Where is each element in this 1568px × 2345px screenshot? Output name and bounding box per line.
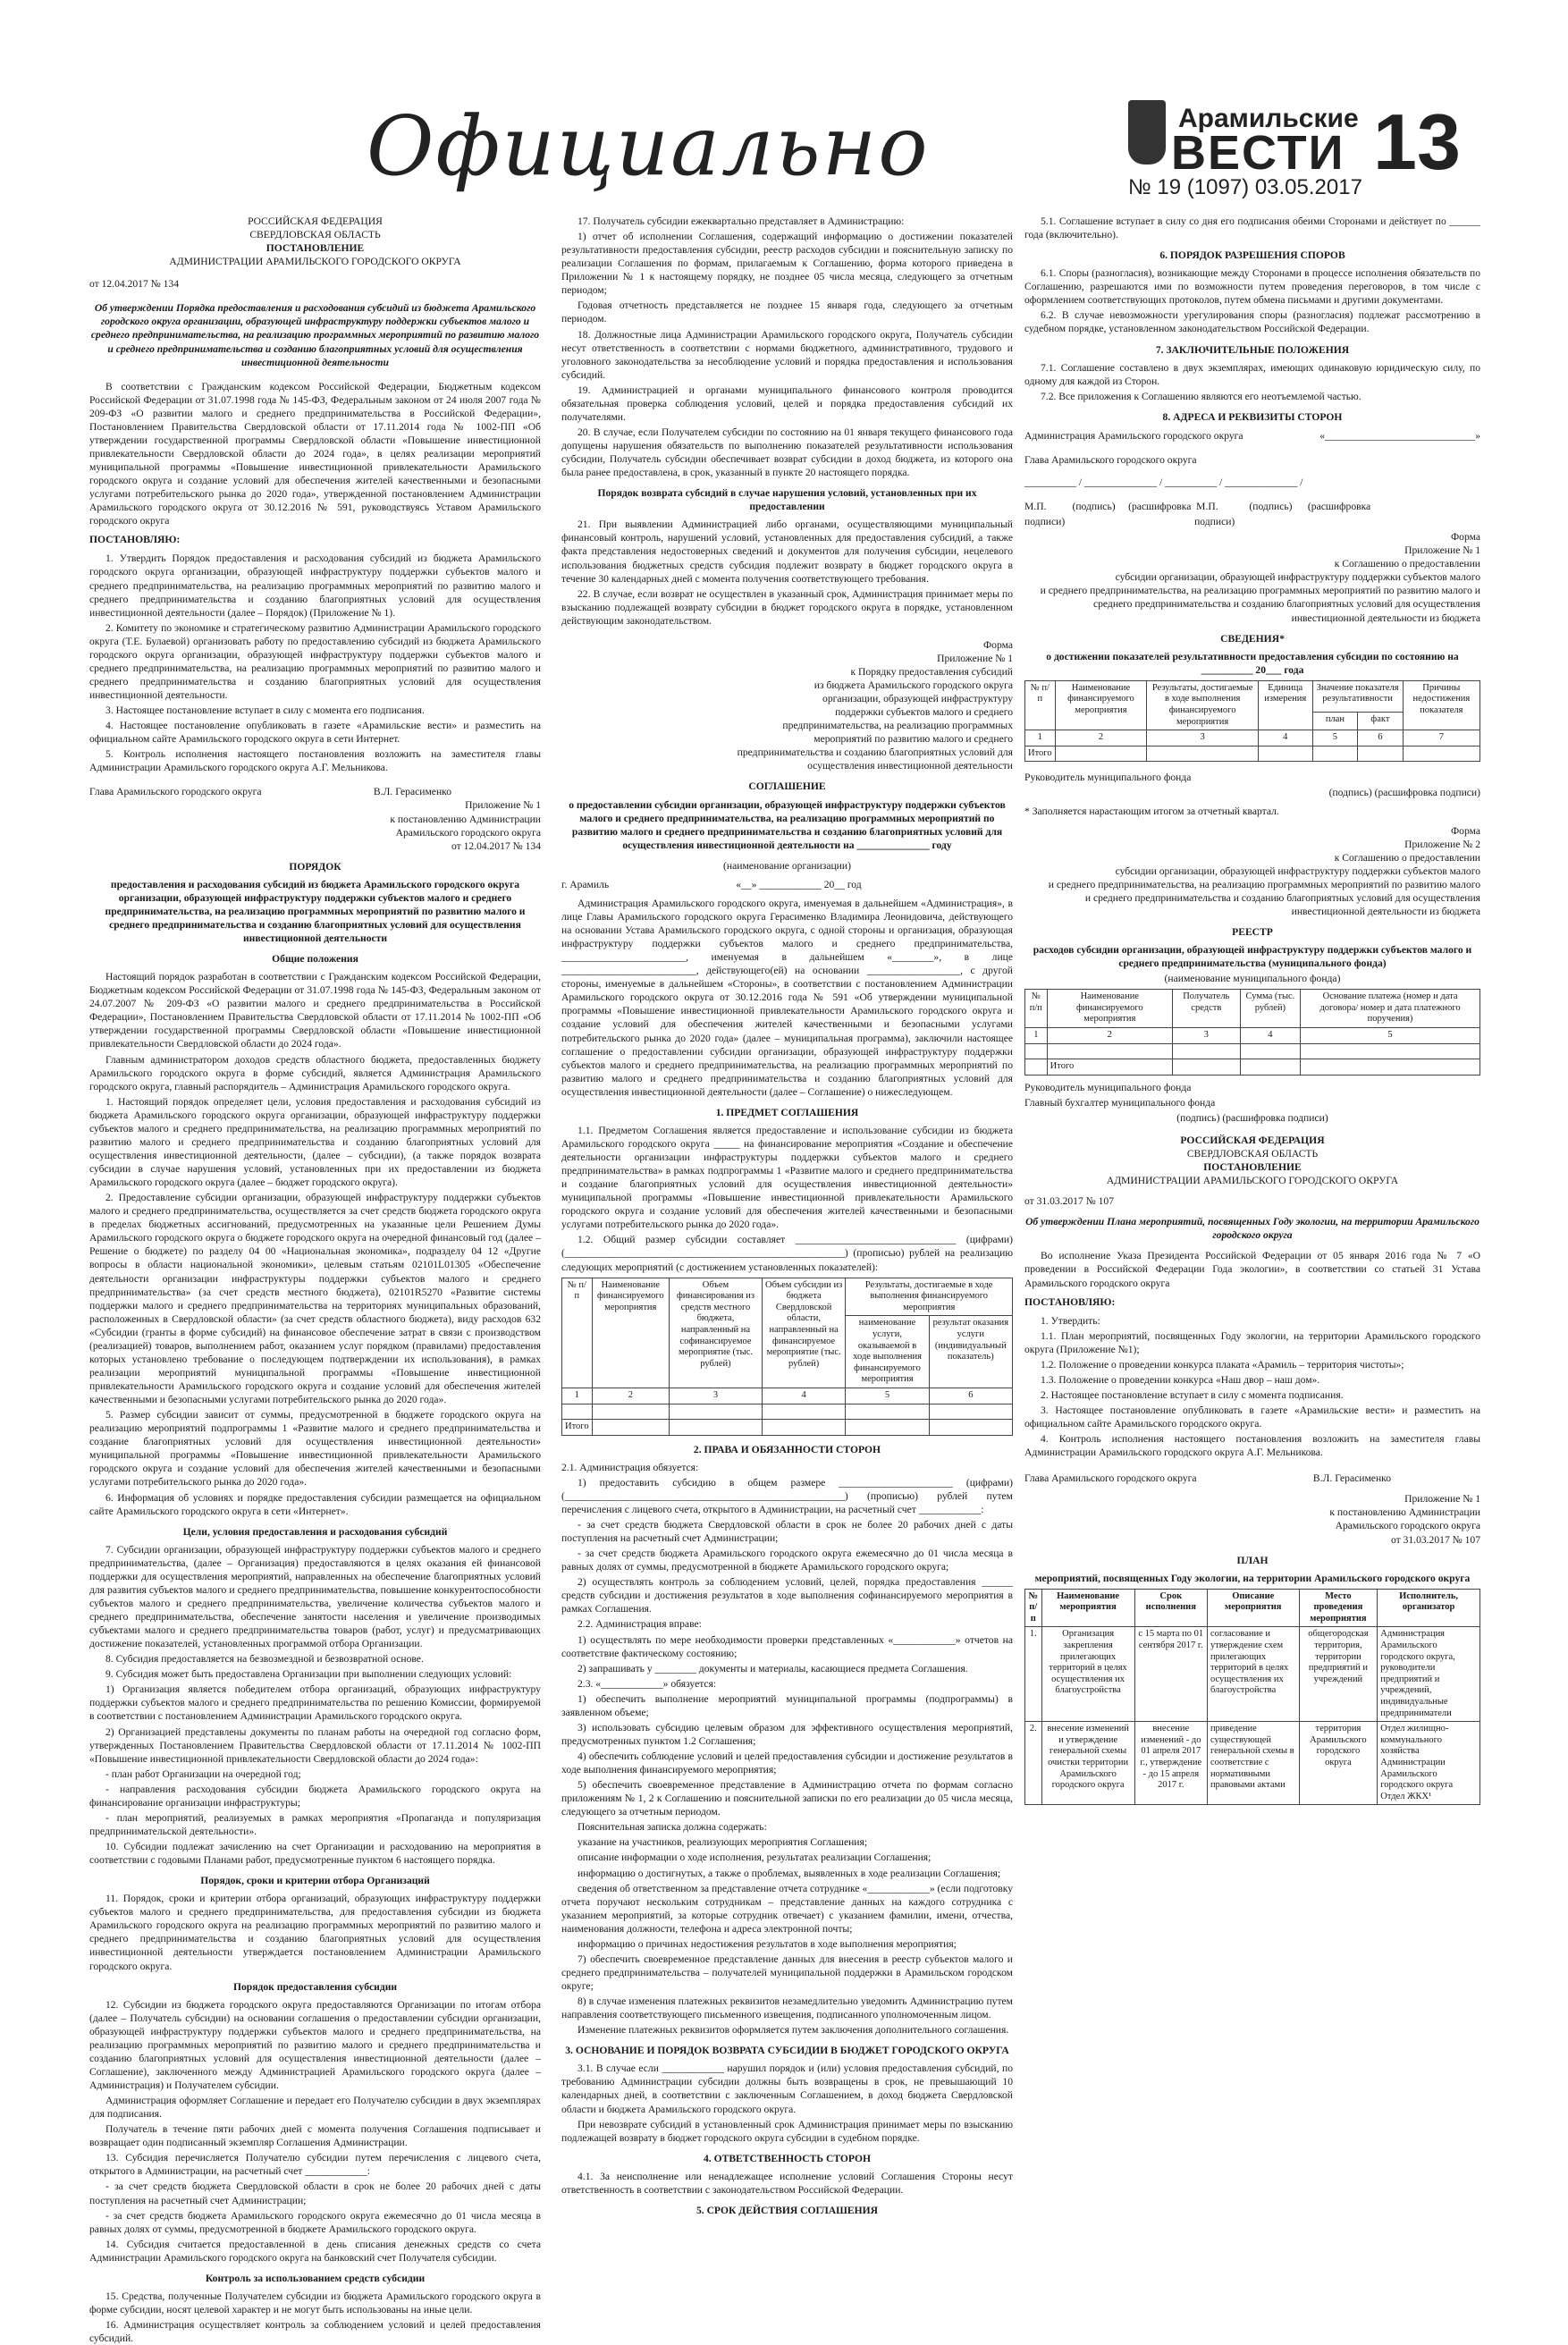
results-table: № п/п Наименование финансируемого мероприятия Результаты, достигаемые в ходе выполнения финансируемого мероприятия Единица измерения Значение показателя результативности Причины недостижения показателя план факт 1 2 3 4 5 6 7 Итого bbox=[1024, 680, 1480, 763]
paragraph: Годовая отчетность представляется не позднее 15 января года, следующего за отчетным периодом. bbox=[561, 299, 1013, 325]
paragraph: - за счет средств бюджета Арамильского городского округа ежемесячно до 01 числа месяца в равных долях от суммы, предусмотренной в бюджете Арамильского городского округа. bbox=[89, 2209, 541, 2235]
section-heading: 8. АДРЕСА И РЕКВИЗИТЫ СТОРОН bbox=[1162, 410, 1343, 423]
paragraph: 4) обеспечить соблюдение условий и целей предоставления субсидии и достижение результатов в ходе выполнения финансируемого мероприятия; bbox=[561, 1750, 1013, 1776]
section-heading: Порядок, сроки и критерии отбора Организаций bbox=[200, 1875, 430, 1887]
section-heading: Порядок возврата субсидий в случае нарушения условий, установленных при их предоставлении bbox=[597, 487, 977, 513]
section-heading: 6. ПОРЯДОК РАЗРЕШЕНИЯ СПОРОВ bbox=[1159, 249, 1345, 262]
column-1 bbox=[89, 215, 541, 2345]
paragraph: 11. Порядок, сроки и критерии отбора организаций, образующих инфраструктуру поддержки субъектов малого и среднего предпринимательства, для предоставления субсидии из бюджета Арамильского городского округа на реализацию программных мероприятий по развитию малого и среднего предпринимательства и созданию благоприятных условий для осуществления инвестиционной деятельности утверждается постановлением Администрации Арамильского городского округа. bbox=[89, 1893, 541, 1972]
chief-accountant: Главный бухгалтер муниципального фонда bbox=[1024, 1096, 1216, 1109]
logo-top-text: Арамильские bbox=[1178, 104, 1359, 133]
paragraph: 5. Размер субсидии зависит от суммы, предусмотренной в бюджете городского округа на реализацию мероприятий подпрограммы 1 «Развитие малого и среднего предпринимательства и создание благоприятных условий для осуществления инвестиционной деятельности» муниципальной программы «Повышение инвестиционной привлекательности Арамильского городского округа и создание условий для обеспечения жителей качественными и безопасными услугами потребительского рынка до 2020 года». bbox=[89, 1409, 541, 1489]
paragraph: 15. Средства, полученные Получателем субсидии из бюджета Арамильского городского округа в форме субсидии, носят целевой характер и не могут быть использованы на иные цели. bbox=[89, 2290, 541, 2315]
section-heading: 1. ПРЕДМЕТ СОГЛАШЕНИЯ bbox=[715, 1106, 859, 1118]
paragraph: 1.2. Общий размер субсидии составляет _______________________________ (цифрами) (______________________________________________________) (прописью) рублей на реализацию следующих мероприятий (с достижением установленных показателей): bbox=[561, 1234, 1013, 1273]
coat-of-arms-icon bbox=[1128, 100, 1166, 164]
list-item: 2. Комитету по экономике и стратегическому развитию Администрации Арамильского городского округа (Т.Е. Булаевой) организовать работу по предоставлению субсидий из бюджета Арамильского городского округа организации, образующей инфраструктуру поддержки субъектов малого и среднего предпринимательства, на реализацию программных мероприятий по развитию малого и среднего предпринимательства и созданию благоприятных условий для осуществления инвестиционной деятельности. bbox=[89, 621, 541, 701]
paragraph: 1.1. Предметом Соглашения является предоставление и использование субсидии из бюджета Арамильского городского округа _____ на финансирование мероприятия «Создание и обеспечение деятельности организации инфраструктуры поддержки субъектов малого и среднего предпринимательства» в рамках подпрограммы 1 «Развитие малого и среднего предпринимательства и создание благоприятных условий для осуществления инвестиционной деятельности» муниципальной программы «Повышение инвестиционной привлекательности Арамильского городского округа и создание условий для обеспечения жителей качественными и безопасными услугами потребительского рынка до 2020 года». bbox=[561, 1124, 1013, 1231]
resolution-title: Об утверждении Плана мероприятий, посвященных Году экологии, на территории Арамильского городского округа bbox=[1025, 1216, 1479, 1242]
resolution-date: от 31.03.2017 № 107 bbox=[1024, 1195, 1115, 1208]
paragraph: 1) Организация является победителем отбора организаций, образующих инфраструктуру поддержки субъектов малого и среднего предпринимательства по решению Комиссии, формируемой в соответствии с постановлением Администрации Арамильского городского округа. bbox=[89, 1683, 541, 1723]
place-date: г. Арамиль «__» ____________ 20__ год bbox=[561, 878, 862, 890]
paragraph: 3.1. В случае если ____________ нарушил порядок и (или) условия предоставления субсидий, по требованию Администрации субсидии должны быть возвращены в срок, не превышающий 10 календарных дней, в соответствии с заключенным Соглашением, в доход бюджета Свердловской области и бюджета Арамильского городского округа. bbox=[561, 2062, 1013, 2115]
paragraph: - план работ Организации на очередной год; bbox=[105, 1767, 301, 1780]
section-heading: Порядок предоставления субсидии bbox=[232, 1980, 398, 1993]
paragraph: информацию о причинах недостижения результатов в ходе выполнения мероприятия; bbox=[577, 1937, 957, 1950]
paragraph: При невозврате субсидий в установленный срок Администрация принимает меры по взысканию подлежащей возврату в бюджет городского округа субсидии в судебном порядке. bbox=[561, 2118, 1013, 2144]
section-heading: Цели, условия предоставления и расходования субсидий bbox=[182, 1525, 448, 1538]
logo-bottom-text: ВЕСТИ bbox=[1171, 126, 1345, 180]
paragraph: 2. Предоставление субсидии организации, образующей инфраструктуру поддержки субъектов малого и среднего предпринимательства, осуществляется за счет средств бюджета городского округа в пределах бюджетных ассигнований, предусмотренных на указанные цели Решением Думы Арамильского городского округа о бюджете городского округа на очередной финансовый год (далее – Решение о бюджете) по разделу 04 00 «Национальная экономика», подразделу 04 12 «Другие вопросы в области национальной экономики», целевым статьям 02101L01305 «Обеспечение деятельности организации инфраструктуры поддержки субъектов малого и среднего предпринимательства» (за счет средств местного бюджета), 02101R5270 «Развитие системы поддержки малого и среднего предпринимательства на территориях муниципальных образований, расположенных в Свердловской области» (за счет средств областного бюджета), виду расходов 632 «Субсидии (гранты в форме субсидий) на финансовое обеспечение затрат в связи с производством (реализацией) товаров, выполнением работ, оказанием услуг порядком (правилами) предоставления которых установлено требование о последующем подтверждении их использования), в рамках реализации мероприятий муниципальной программы «Повышение инвестиционной привлекательности Арамильского городского округа и создание условий для обеспечения жителей качественными и безопасными услугами потребительского рынка до 2020 года». bbox=[89, 1192, 541, 1406]
issue-number: № 19 (1097) 03.05.2017 bbox=[1128, 175, 1362, 199]
list-item: 1.3. Положение о проведении конкурса «Наш двор – наш дом». bbox=[1041, 1373, 1320, 1386]
list-item: 3. Настоящее постановление опубликовать в газете «Арамильские вести» и разместить на официальном сайте Арамильского городского округа. bbox=[1024, 1404, 1480, 1430]
paragraph: Главным администратором доходов средств областного бюджета, предоставленных бюджету Арамильского городского округа в форме субсидий, является Администрация Арамильского городского округа, главный распорядитель – Администрация Арамильского городского округа. bbox=[89, 1053, 541, 1092]
parties: Администрация Арамильского городского округа «_____________________________» bbox=[1024, 429, 1480, 442]
paragraph: 1) осуществлять по мере необходимости проверки представленных «____________» отчетов на соответствие фактическому состоянию; bbox=[561, 1633, 1013, 1659]
plan-title: ПЛАН bbox=[1236, 1554, 1269, 1566]
resolution-date: от 12.04.2017 № 134 bbox=[89, 278, 180, 291]
paragraph: 8) в случае изменения платежных реквизитов незамедлительно уведомить Администрацию путем направления соответствующего письменного извещения, подписанного уполномоченным лицом. bbox=[561, 1995, 1013, 2021]
column-2 bbox=[561, 215, 1013, 2216]
paragraph: 10. Субсидии подлежат зачислению на счет Организации и расходованию на мероприятия в соответствии с годовыми Планами работ, предусмотренные пунктом 6 настоящего порядка. bbox=[89, 1841, 541, 1867]
paragraph: сведения об ответственном за представление отчета сотруднике «____________» (если подготовку отчета поручают нескольким сотрудникам – представление данных на каждого сотрудника с указанием мероприятий, за которые сотрудник отвечает) с указанием фамилии, имени, отчества, наименования должности, телефона и адреса электронной почты; bbox=[561, 1882, 1013, 1935]
paragraph: 22. В случае, если возврат не осуществлен в указанный срок, Администрация принимает меры по взысканию подлежащей возврату субсидии в бюджет городского округа в порядке, установленном действующим законодательством. bbox=[561, 587, 1013, 627]
form-header: Форма Приложение № 2 к Соглашению о предоставлении субсидии организации, образующей инфраструктуру поддержки субъектов малого и среднего предпринимательства, на реализацию программных мероприятий по развитию малого и среднего предпринимательства и созданию благоприятных условий для осуществления инвестиционной деятельности из бюджета bbox=[1048, 824, 1480, 917]
list-item: 4. Настоящее постановление опубликовать в газете «Арамильские вести» и разместить на официальном сайте Арамильского городского округа в сети Интернет. bbox=[89, 720, 541, 746]
plan-table: № п/п Наименование мероприятия Срок исполнения Описание мероприятия Место проведения мероприятия Исполнитель, организатор 1. Организация закрепления прилегающих территорий в целях осуществления их благоустройства с 15 марта по 01 сентября 2017 г. согласование и утверждение схем прилегающих территорий в целях осуществления их благоустройства общегородская территория, территории предприятий и учреждений Администрация Арамильского городского округа, руководители предприятий и учреждений, индивидуальные предприниматели 2. внесение изменений и утверждение генеральной схемы очистки территории Арамильского городского округа внесение изменений - до 01 апреля 2017 г., утверждение - до 15 апреля 2017 г. приведение существующей генеральной схемы в соответствие с нормативными правовыми актами территория Арамильского городского округа Отдел жилищно-коммунального хозяйства Администрации Арамильского городского округа Отдел ЖКХ¹ bbox=[1024, 1589, 1480, 1806]
paragraph: 7. Субсидии организации, образующей инфраструктуру поддержки субъектов малого и среднего предпринимательства, (далее – Организация) предоставляются в целях оказания ей финансовой поддержки для осуществления мероприятий, направленных на обеспечение благоприятных условий для развития субъектов малого и среднего предпринимательства, повышение конкурентоспособности субъектов малого и среднего предпринимательства, увеличение количества субъектов малого и среднего предпринимательства, обеспечение занятости населения и увеличение производимых субъектами малого и среднего предпринимательства товаров (работ, услуг) и предусматривающих достижение показателей, установленных программой отбора Организации. bbox=[89, 1543, 541, 1650]
order-title: ПОРЯДОК bbox=[289, 860, 341, 873]
paragraph: - за счет средств бюджета Арамильского городского округа ежемесячно до 01 числа месяца в равных долях от суммы, предусмотренной в бюджете Арамильского городского округа; bbox=[561, 1548, 1013, 1573]
table-row: 2. внесение изменений и утверждение генеральной схемы очистки территории Арамильского городского округа внесение изменений - до 01 апреля 2017 г., утверждение - до 15 апреля 2017 г. приведение существующей генеральной схемы в соответствие с нормативными правовыми актами территория Арамильского городского округа Отдел жилищно-коммунального хозяйства Администрации Арамильского городского округа Отдел ЖКХ¹ bbox=[1025, 1722, 1480, 1805]
signature: Глава Арамильского городского округа В.Л. Герасименко bbox=[1024, 1472, 1391, 1485]
funding-table: № п/п Наименование финансируемого мероприятия Объем финансирования из средств местного бюджета, направленный на софинансируемое мероприятие (тыс. рублей) Объем субсидии из бюджета Свердловской области, направленный на финансируемое мероприятие (тыс. рублей) Результаты, достигаемые в ходе выполнения финансируемого мероприятия наименование услуги, оказываемой в ходе выполнения финансируемого мероприятия результат оказания услуги (индивидуальный показатель) 1 2 3 4 5 6 Итого bbox=[561, 1278, 1013, 1436]
section-heading: Общие положения bbox=[272, 953, 358, 966]
form-header: Форма Приложение № 1 к Порядку предоставления субсидий из бюджета Арамильского городского округа организации, образующей инфраструктуру поддержки субъектов малого и среднего предпринимательства, на реализацию программных мероприятий по развитию малого и среднего предпринимательства и созданию благоприятных условий для осуществления инвестиционной деятельности bbox=[737, 638, 1013, 772]
list-item: 5. Контроль исполнения настоящего постановления возложить на заместителя главы Администрации Арамильского городского округа А.Г. Мельникова. bbox=[89, 748, 541, 774]
section-title: Официально bbox=[367, 98, 930, 194]
resolution-header: РОССИЙСКАЯ ФЕДЕРАЦИЯ СВЕРДЛОВСКАЯ ОБЛАСТЬ ПОСТАНОВЛЕНИЕ АДМИНИСТРАЦИИ АРАМИЛЬСКОГО ГОРОДСКОГО ОКРУГА bbox=[169, 215, 461, 268]
paragraph: 6.2. В случае невозможности урегулирования споры (разногласия) подлежат рассмотрению в судебном порядке, установленном законодательством Российской Федерации. bbox=[1024, 309, 1480, 335]
table-row: 1. Организация закрепления прилегающих территорий в целях осуществления их благоустройства с 15 марта по 01 сентября 2017 г. согласование и утверждение схем прилегающих территорий в целях осуществления их благоустройства общегородская территория, территории предприятий и учреждений Администрация Арамильского городского округа, руководители предприятий и учреждений, индивидуальные предприниматели bbox=[1025, 1627, 1480, 1722]
page-number: 13 bbox=[1373, 97, 1461, 186]
list-item: 3. Настоящее постановление вступает в силу с момента его подписания. bbox=[105, 704, 425, 717]
list-item: 1.1. План мероприятий, посвященных Году экологии, на территории Арамильского городского округа (Приложение №1); bbox=[1024, 1329, 1480, 1355]
fund-head: Руководитель муниципального фонда bbox=[1024, 772, 1192, 784]
list-item: 1. Утвердить Порядок предоставления и расходования субсидий из бюджета Арамильского городского округа организации, образующей инфраструктуру поддержки субъектов малого и среднего предпринимательства, на реализацию программных мероприятий по развитию малого и среднего предпринимательства и созданию благоприятных условий для осуществления инвестиционной деятельности (далее – Порядок) (Приложение № 1). bbox=[89, 553, 541, 619]
paragraph: Настоящий порядок разработан в соответствии с Гражданским кодексом Российской Федерации, Бюджетным кодексом Российской Федерации от 31.07.1998 года № 145-ФЗ, Федеральным законом от 24.07.2007 № 209-ФЗ «О развитии малого и среднего предпринимательства в Российской Федерации», Постановлением Правительства Свердловской области от 17.11.2014 № 1002-ПП «Об утверждении государственной программы Свердловской области «Повышение инвестиционной привлекательности Свердловской области до 2024 года». bbox=[89, 971, 541, 1050]
section-heading: 5. СРОК ДЕЙСТВИЯ СОГЛАШЕНИЯ bbox=[695, 2204, 879, 2216]
paragraph: - за счет средств бюджета Свердловской области в срок не более 20 рабочих дней с даты поступления на расчетный счет Администрации; bbox=[561, 1519, 1013, 1545]
paragraph: 19. Администрацией и органами муниципального финансового контроля проводится обязательная проверка соблюдения условий, целей и порядка предоставления субсидий их получателями. bbox=[561, 384, 1013, 423]
form-header: Форма Приложение № 1 к Соглашению о предоставлении субсидии организации, образующей инфраструктуру поддержки субъектов малого и среднего предпринимательства, на реализацию программных мероприятий по развитию малого и среднего предпринимательства и созданию благоприятных условий для осуществления инвестиционной деятельности из бюджета bbox=[1040, 531, 1480, 624]
resolution-header: РОССИЙСКАЯ ФЕДЕРАЦИЯ СВЕРДЛОВСКАЯ ОБЛАСТЬ ПОСТАНОВЛЕНИЕ АДМИНИСТРАЦИИ АРАМИЛЬСКОГО ГОРОДСКОГО ОКРУГА bbox=[1106, 1134, 1399, 1187]
fund-head: Руководитель муниципального фонда bbox=[1024, 1081, 1192, 1093]
registry-subtitle: расходов субсидии организации, образующей инфраструктуру поддержки субъектов малого и среднего предпринимательства (муниципального фонда) bbox=[1033, 944, 1472, 970]
paragraph: 1) обеспечить выполнение мероприятий муниципальной программы (подпрограммы) в заявленном объеме; bbox=[561, 1692, 1013, 1718]
signature-hint: (подпись) (расшифровка подписи) bbox=[1176, 1111, 1328, 1124]
svedeniya-subtitle: о достижении показателей результативности предоставления субсидии по состоянию на __________ 20___ года bbox=[1046, 650, 1459, 676]
paragraph: 3) использовать субсидию целевым образом для эффективного осуществления мероприятий, предусмотренных пунктом 1.2 Соглашения; bbox=[561, 1721, 1013, 1747]
signature-hint: (подпись) (расшифровка подписи) bbox=[1328, 787, 1480, 799]
paragraph: Администрация оформляет Соглашение и передает его Получателю субсидии в двух экземплярах для подписания. bbox=[89, 2095, 541, 2121]
preamble: Во исполнение Указа Президента Российской Федерации от 05 января 2016 года № 7 «О проведении в Российской Федерации Года экологии», в соответствии со статьей 31 Устава Арамильского городского округа bbox=[1024, 1250, 1480, 1289]
signature: Глава Арамильского городского округа В.Л. Герасименко bbox=[89, 786, 451, 798]
list-item: 1.2. Положение о проведении конкурса плаката «Арамиль – территория чистоты»; bbox=[1041, 1358, 1404, 1371]
registry-title: РЕЕСТР bbox=[1232, 925, 1273, 938]
resolve-heading: ПОСТАНОВЛЯЮ: bbox=[1024, 1295, 1116, 1308]
paragraph: - план мероприятий, реализуемых в рамках мероприятия «Пропаганда и популяризация предпринимательской деятельности». bbox=[89, 1811, 541, 1837]
paragraph: 17. Получатель субсидии ежеквартально представляет в Администрацию: bbox=[577, 215, 905, 227]
paragraph: 13. Субсидия перечисляется Получателю субсидии путем перечисления с лицевого счета, открытого в Администрации, на расчетный счет ____________: bbox=[89, 2152, 541, 2178]
registry-hint: (наименование муниципального фонда) bbox=[1164, 973, 1341, 985]
footnote: * Заполняется нарастающим итогом за отчетный квартал. bbox=[1024, 806, 1279, 818]
paragraph: 7) обеспечить своевременное представление данных для внесения в реестр субъектов малого и среднего предпринимательства – получателей муниципальной поддержки в Арамильском городском округе; bbox=[561, 1953, 1013, 1992]
paragraph: 2.1. Администрация обязуется: bbox=[561, 1461, 699, 1473]
list-item: 4. Контроль исполнения настоящего постановления возложить на заместителя главы Администрации Арамильского городского округа А.Г. Мельникова. bbox=[1024, 1433, 1480, 1459]
paragraph: 1. Настоящий порядок определяет цели, условия предоставления и расходования субсидий из бюджета Арамильского городского округа организации, образующей инфраструктуру поддержки субъектов малого и среднего предпринимательства, на реализацию программных мероприятий по развитию малого и среднего предпринимательства и созданию благоприятных условий для осуществления инвестиционной деятельности, (далее – субсидии), (а также порядок возврата субсидии в случае нарушения условий, установленных при их предоставлении из бюджета Арамильского городского округа (далее – бюджет городского округа). bbox=[89, 1095, 541, 1189]
paragraph: указание на участников, реализующих мероприятия Соглашения; bbox=[577, 1836, 868, 1849]
agreement-subtitle: о предоставлении субсидии организации, образующей инфраструктуру поддержки субъектов малого и среднего предпринимательства, на реализацию программных мероприятий по развитию малого и среднего предпринимательства и созданию благоприятных условий для осуществления инвестиционной деятельности на ______________ году bbox=[569, 798, 1006, 851]
paragraph: 7.1. Соглашение составлено в двух экземплярах, имеющих одинаковую юридическую силу, по одному для каждой из Сторон. bbox=[1024, 361, 1480, 387]
paragraph: 5) обеспечить своевременное представление в Администрацию отчета по формам согласно приложениям № 1, 2 к Соглашению и пояснительной записки по его реализации до 05 числа месяца, следующего за отчетным периодом. bbox=[561, 1779, 1013, 1818]
section-heading: 4. ОТВЕТСТВЕННОСТЬ СТОРОН bbox=[703, 2152, 871, 2164]
paragraph: 5.1. Соглашение вступает в силу со дня его подписания обеими Сторонами и действует по ______ года (включительно). bbox=[1024, 215, 1480, 241]
registry-table: № п/п Наименование финансируемого мероприятия Получатель средств Сумма (тыс. рублей) Основание платежа (номер и дата договора/ номер и дата платежного поручения) 1 2 3 4 5 Итого bbox=[1024, 989, 1480, 1075]
paragraph: Получатель в течение пяти рабочих дней с момента получения Соглашения подписывает и возвращает один подписанный экземпляр Соглашения Администрации. bbox=[89, 2123, 541, 2149]
plan-subtitle: мероприятий, посвященных Году экологии, на территории Арамильского городского округа bbox=[1034, 1572, 1471, 1584]
mp-line: подписи) подписи) bbox=[1024, 516, 1235, 528]
masthead bbox=[0, 0, 1568, 207]
paragraph: 20. В случае, если Получателем субсидии по состоянию на 01 января текущего финансового года допущены нарушения обязательств по выполнению показателей результативности использования субсидии, Получатель субсидии обеспечивает возврат субсидии в доход бюджета, из которого она была ранее предоставлена, в срок, указанный в пункте 20 настоящего порядка. bbox=[561, 426, 1013, 479]
resolution-title: Об утверждении Порядка предоставления и расходования субсидий из бюджета Арамильского городского округа организации, образующей инфраструктуру поддержки субъектов малого и среднего предпринимательства, на реализацию программных мероприятий по развитию малого и среднего предпринимательства и созданию благоприятных условий для осуществления инвестиционной деятельности bbox=[90, 302, 540, 368]
section-heading: 2. ПРАВА И ОБЯЗАННОСТИ СТОРОН bbox=[693, 1443, 881, 1455]
paragraph: Изменение платежных реквизитов оформляется путем заключения дополнительного соглашения. bbox=[577, 2024, 1009, 2037]
paragraph: 2) Организацией представлены документы по планам работы на очередной год согласно форм, утвержденных Постановлением Правительства Свердловской области от 17.11.2014 № 1002-ПП «Повышение инвестиционной привлекательности Свердловской области до 2024 года»: bbox=[89, 1725, 541, 1765]
paragraph: 12. Субсидии из бюджета городского округа предоставляются Организации по итогам отбора (далее – Получатель субсидии) на основании соглашения о предоставлении субсидии организации, образующей инфраструктуру поддержки субъектов малого и среднего предпринимательства, на реализацию программных мероприятий по развитию малого и среднего предпринимательства и созданию благоприятных условий для осуществления инвестиционной деятельности (далее – Соглашение), заключенного между Администрацией Арамильского городского округа (далее – Администрация) и Получателем субсидии. bbox=[89, 1998, 541, 2091]
paragraph: 7.2. Все приложения к Соглашению являются его неотъемлемой частью. bbox=[1041, 390, 1361, 402]
preamble: В соответствии с Гражданским кодексом Российской Федерации, Бюджетным кодексом Российской Федерации от 31.07.1998 года № 145-ФЗ, Федеральным законом от 24 июля 2007 года № 209-ФЗ «О развитии малого и среднего предпринимательства в Российской Федерации», Постановлением Правительства Свердловской области от 17.11.2014 года № 1002-ПП «Об утверждении государственной программы Свердловской области «Повышение инвестиционной привлекательности Свердловской области до 2024 года», в целях реализации мероприятий муниципальной программы «Повышение инвестиционной привлекательности Арамильского городского округа и создание условий для обеспечения жителей качественными и безопасными услугами потребительского рынка до 2020 года», утвержденной постановлением Администрации Арамильского городского округа от 30.12.2016 № 591, руководствуясь Уставом Арамильского городского округа bbox=[89, 380, 541, 527]
appendix-ref: Приложение № 1 к постановлению Администрации Арамильского городского округа от 12.04.2017 № 134 bbox=[390, 799, 541, 852]
org-name-hint: (наименование организации) bbox=[723, 859, 851, 872]
paragraph: 8. Субсидия предоставляется на безвозмездной и безвозвратной основе. bbox=[105, 1653, 424, 1666]
paragraph: 1) отчет об исполнении Соглашения, содержащий информацию о достижении показателей результативности предоставления субсидии, реестр расходов субсидии и пояснительную записку по реализации Соглашения по формам, прилагаемым к Соглашению, форма которого приведена в Приложении № 1 к настоящему порядку, не позднее 05 числа месяца, следующего за отчетным периодом; bbox=[561, 231, 1013, 297]
appendix-ref: Приложение № 1 к постановлению Администрации Арамильского городского округа от 31.03.2017 № 107 bbox=[1329, 1493, 1480, 1546]
agreement-title: СОГЛАШЕНИЕ bbox=[748, 780, 826, 793]
paragraph: 21. При выявлении Администрацией либо органами, осуществляющими муниципальный финансовый контроль, нарушений условий, установленных для предоставления субсидий, а также факта представления недостоверных сведений и документов для получения субсидии, нецелевого использования бюджетных средств субсидия подлежит возврату в бюджет городского округа в течение 30 календарных дней с момента получения соответствующего требования. bbox=[561, 519, 1013, 585]
list-item: 1. Утвердить: bbox=[1041, 1314, 1100, 1327]
agreement-text: Администрация Арамильского городского округа, именуемая в дальнейшем «Администрация», в лице Главы Арамильского городского округа Герасименко Владимира Леонидовича, действующего на основании Устава Арамильского городского округа, с одной стороны и организация, образующая инфраструктуру поддержки субъектов малого и среднего предпринимательства, ________________________, именуемая в дальнейшем «________», в лице __________________________, действующего(ей) на основании __________________, с другой стороны, именуемые в дальнейшем «Стороны», в соответствии с постановлением Администрации Арамильского городского округа от 30.12.2016 года № 591 «Об утверждении муниципальной программы «Повышение инвестиционной привлекательности Арамильского городского округа и создание условий для обеспечения жителей качественными и безопасными услугами потребительского рынка до 2020 года» (далее – муниципальная программа), заключили настоящее соглашение о предоставлении субсидии организации, образующей инфраструктуру поддержки субъектов малого и среднего предпринимательства, на реализацию программных мероприятий по развитию малого и среднего предпринимательства и созданию благоприятных условий для осуществления инвестиционной деятельности (далее – Соглашение) о нижеследующем. bbox=[561, 897, 1013, 1098]
paragraph: 2.2. Администрация вправе: bbox=[577, 1618, 702, 1631]
resolve-heading: ПОСТАНОВЛЯЮ: bbox=[89, 534, 181, 546]
paragraph: Пояснительная записка должна содержать: bbox=[577, 1821, 767, 1834]
paragraph: 4.1. За неисполнение или ненадлежащее исполнение условий Соглашения Стороны несут ответственность в соответствии с законодательством Российской Федерации. bbox=[561, 2170, 1013, 2196]
paragraph: информацию о достигнутых, а также о проблемах, выявленных в ходе реализации Соглашения; bbox=[577, 1867, 1001, 1879]
mp-line: М.П. (подпись) (расшифровка М.П. (подпись) (расшифровка bbox=[1024, 501, 1371, 512]
paragraph: 2) запрашивать у ________ документы и материалы, касающиеся предмета Соглашения. bbox=[577, 1662, 968, 1674]
paragraph: 1) предоставить субсидию в общем размере ______________________ (цифрами) (______________________________________________________) (прописью) рублей путем перечисления с лицевого счета, открытого в Администрации, на расчетный счет ____________: bbox=[561, 1476, 1013, 1515]
paragraph: 16. Администрация осуществляет контроль за соблюдением условий и целей предоставления субсидий. bbox=[89, 2319, 541, 2345]
paragraph: 2) осуществлять контроль за соблюдением условий, целей, порядка предоставления ______ средств субсидии и достижения результатов в ходе выполнения софинансируемого мероприятия в рамках Соглашения. bbox=[561, 1576, 1013, 1615]
column-3: 5.1. Соглашение вступает в силу со дня его подписания обеими Сторонами и действует по ______ года (включительно). 6. ПОРЯДОК РАЗРЕШЕНИЯ СПОРОВ 6.1. Споры (разногласия), возникающие между Сторонами в процессе исполнения обязательств по Соглашению, разрешаются ими по возможности путем проведения переговоров, в том числе с оформлением соответствующих протоколов, путем обмена письмами и другими документами. 6.2. В случае невозможности урегулирования споры (разногласия) подлежат рассмотрению в судебном порядке, установленном законодательством Российской Федерации. 7. ЗАКЛЮЧИТЕЛЬНЫЕ ПОЛОЖЕНИЯ 7.1. Соглашение составлено в двух экземплярах, имеющих одинаковую юридическую силу, по одному для каждой из Сторон. 7.2. Все приложения к Соглашению являются его неотъемлемой частью. 8. АДРЕСА И РЕКВИЗИТЫ СТОРОН Администрация Арамильского городского округа «_____________________________» Глава Арамильского городского округа __________ / ______________ / __________ / ______________ / М.П. (подпись) (расшифровка М.П. (подпись) (расшифровка подписи) подписи) Форма Приложение № 1 к Соглашению о предоставлении субсидии организации, образующей инфраструктуру поддержки субъектов малого и среднего предпринимательства, на реализацию программных мероприятий по развитию малого и среднего предпринимательства и созданию благоприятных условий для осуществления инвестиционной деятельности из бюджета СВЕДЕНИЯ* о достижении показателей результативности предоставления субсидии по состоянию на __________ 20___ года № п/п Наименование финансируемого мероприятия Результаты, достигаемые в ходе выполнения финансируемого мероприятия Единица измерения Значение показателя результативности Причины недостижения показателя план факт 1 2 3 4 5 6 7 Итого Руководитель муниципального фонда (подпись) (расшифровка подписи) * Заполняется нарастающим итогом за отчетный квартал. Форма Приложение № 2 к Соглашению о предоставлении субсидии организации, образующей инфраструктуру поддержки субъектов малого и среднего предпринимательства, на реализацию программных мероприятий по развитию малого и среднего предпринимательства и созданию благоприятных условий для осуществления инвестиционной деятельности из бюджета РЕЕСТР расходов субсидии организации, образующей инфраструктуру поддержки субъектов малого и среднего предпринимательства (муниципального фонда) (наименование муниципального фонда) № п/п Наименование финансируемого мероприятия Получатель средств Сумма (тыс. рублей) Основание платежа (номер и дата договора/ номер и дата платежного поручения) 1 2 3 4 5 Итого Руководитель муниципального фонда Главный бухгалтер муниципального фонда (подпись) (расшифровка подписи) РОССИЙСКАЯ ФЕДЕРАЦИЯ СВЕРДЛОВСКАЯ ОБЛАСТЬ ПОСТАНОВЛЕНИЕ АДМИНИСТРАЦИИ АРАМИЛЬСКОГО ГОРОДСКОГО ОКРУГА от 31.03.2017 № 107 Об утверждении Плана мероприятий, посвященных Году экологии, на территории Арамильского городского округа Во исполнение Указа Президента Российской Федерации от 05 января 2016 года № 7 «О проведении в Российской Федерации Года экологии», в соответствии со статьей 31 Устава Арамильского городского округа ПОСТАНОВЛЯЮ: 1. Утвердить: 1.1. План мероприятий, посвященных Году экологии, на территории Арамильского городского округа (Приложение №1); 1.2. Положение о проведении конкурса плаката «Арамиль – территория чистоты»; 1.3. Положение о проведении конкурса «Наш двор – наш дом». 2. Настоящее постановление вступает в силу с момента подписания. 3. Настоящее постановление опубликовать в газете «Арамильские вести» и разместить на официальном сайте Арамильского городского округа. 4. Контроль исполнения настоящего постановления возложить на заместителя главы Администрации Арамильского городского округа А.Г. Мельникова. Глава Арамильского городского округа В.Л. Герасименко Приложение № 1 к постановлению Администрации Арамильского городского округа от 31.03.2017 № 107 ПЛАН мероприятий, посвященных Году экологии, на территории Арамильского городского округа № п/п Наименование мероприятия Срок исполнения Описание мероприятия Место проведения мероприятия Исполнитель, организатор 1. Организация закрепления прилегающих территорий в целях осуществления их благоустройства с 15 марта по 01 сентября 2017 г. согласование и утверждение схем прилегающих территорий в целях осуществления их благоустройства общегородская территория, территории предприятий и учреждений Администрация Арамильского городского округа, руководители предприятий и учреждений, индивидуальные предприниматели 2. внесение изменений и утверждение генеральной схемы очистки территории Арамильского городского округа внесение изменений - до 01 апреля 2017 г., утверждение - до 15 апреля 2017 г. приведение существующей генеральной схемы в соответствие с нормативными правовыми актами территория Арамильского городского округа Отдел жилищно-коммунального хозяйства Администрации Арамильского городского округа Отдел ЖКХ¹ bbox=[1024, 215, 1480, 2172]
paragraph: 18. Должностные лица Администрации Арамильского городского округа, Получатель субсидии несут ответственность в соответствии с нормами бюджетного, административного, трудового и уголовного законодательства за несоблюдение условий и порядка предоставления и использования субсидий. bbox=[561, 328, 1013, 381]
svedeniya-title: СВЕДЕНИЯ* bbox=[1220, 632, 1285, 645]
paragraph: 6.1. Споры (разногласия), возникающие между Сторонами в процессе исполнения обязательств по Соглашению, разрешаются ими по возможности путем проведения переговоров, в том числе с оформлением соответствующих протоколов, путем обмена письмами и другими документами. bbox=[1024, 267, 1480, 307]
paragraph: 6. Информация об условиях и порядке предоставления субсидии размещается на официальном сайте Арамильского городского округа в сети «Интернет». bbox=[89, 1491, 541, 1517]
head-signature: Глава Арамильского городского округа bbox=[1024, 453, 1197, 466]
paragraph: описание информации о ходе исполнения, результатах реализации Соглашения; bbox=[577, 1852, 932, 1864]
section-heading: Контроль за использованием средств субсидии bbox=[205, 2272, 426, 2284]
section-heading: 7. ЗАКЛЮЧИТЕЛЬНЫЕ ПОЛОЖЕНИЯ bbox=[1155, 343, 1350, 356]
paragraph: 2.3. «____________» обязуется: bbox=[577, 1677, 717, 1690]
paragraph: - направления расходования субсидии бюджета Арамильского городского округа на финансирование организации инфраструктуры; bbox=[89, 1783, 541, 1809]
paragraph: 9. Субсидия может быть предоставлена Организации при выполнении следующих условий: bbox=[105, 1668, 512, 1681]
paragraph: 14. Субсидия считается предоставленной в день списания денежных средств со счета Администрации Арамильского городского округа на банковский счет Получателя субсидии. bbox=[89, 2238, 541, 2264]
list-item: 2. Настоящее постановление вступает в силу с момента подписания. bbox=[1041, 1388, 1344, 1401]
section-heading: 3. ОСНОВАНИЕ И ПОРЯДОК ВОЗВРАТА СУБСИДИИ В БЮДЖЕТ ГОРОДСКОГО ОКРУГА bbox=[565, 2045, 1009, 2057]
order-subtitle: предоставления и расходования субсидий из бюджета Арамильского городского округа организации, образующей инфраструктуру поддержки субъектов малого и среднего предпринимательства, на реализацию программных мероприятий по развитию малого и среднего предпринимательства и созданию благоприятных условий для осуществления инвестиционной деятельности bbox=[105, 878, 526, 944]
paragraph: - за счет средств бюджета Свердловской области в срок не более 20 рабочих дней с даты поступления на расчетный счет Администрации; bbox=[89, 2181, 541, 2206]
